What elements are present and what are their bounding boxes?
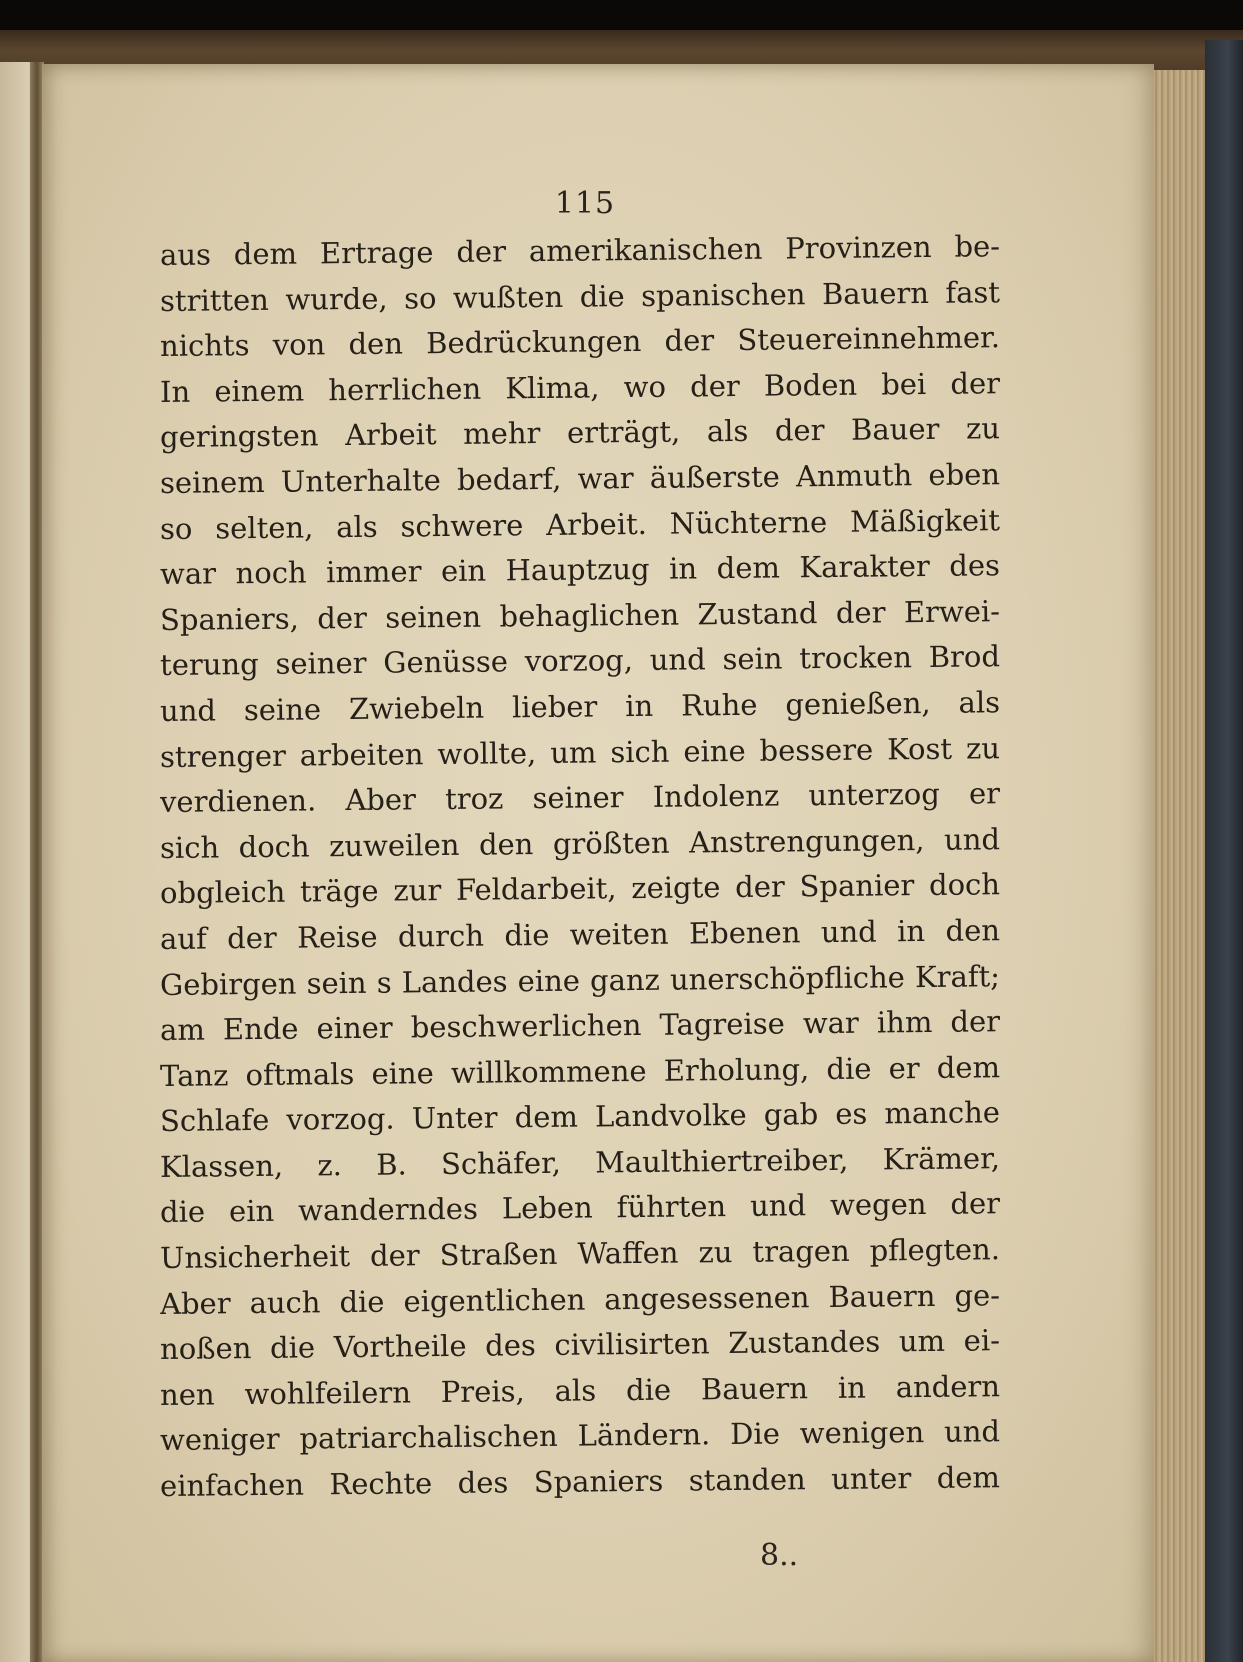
word: führten	[616, 1189, 727, 1225]
word: ge-	[954, 1277, 1001, 1312]
word: ein	[440, 553, 487, 588]
word: Landes	[401, 963, 508, 999]
word: war	[159, 556, 217, 591]
word: Feldarbeit,	[455, 871, 617, 907]
word: amerikanischen	[528, 231, 763, 268]
word: Die	[730, 1416, 781, 1452]
word: sein	[306, 964, 367, 1000]
word: In	[159, 374, 191, 409]
word: troz	[444, 781, 504, 816]
word: die	[159, 1194, 206, 1230]
word: Ebenen	[688, 914, 801, 950]
word: zu	[965, 411, 1001, 446]
word: der	[689, 368, 740, 403]
word: eine	[517, 962, 581, 998]
word: um	[898, 1323, 946, 1359]
word: dem	[716, 550, 781, 585]
word: nichts	[159, 327, 250, 363]
word: und	[749, 1188, 807, 1223]
word: sich	[159, 829, 220, 865]
word: sein	[722, 641, 783, 677]
word: die	[579, 278, 625, 313]
word: sich	[610, 733, 670, 769]
word: dem	[936, 1049, 1001, 1085]
word: eben	[928, 456, 1001, 492]
word: dem	[233, 236, 298, 271]
word: be-	[954, 228, 1001, 264]
word: terung	[159, 646, 259, 682]
word: Spanier	[799, 868, 915, 904]
word: Leben	[501, 1190, 593, 1226]
word: der	[950, 365, 1001, 401]
word: Anmuth	[795, 457, 913, 493]
word: wollte,	[437, 735, 537, 771]
word: spanischen	[640, 276, 806, 313]
word: ihm	[876, 1004, 933, 1040]
word: die	[504, 917, 550, 952]
word: nen	[159, 1376, 215, 1412]
word: Landvolke	[594, 1097, 747, 1134]
word: weniger	[159, 1421, 280, 1458]
word: Straßen	[439, 1236, 558, 1272]
word: selten,	[215, 509, 314, 545]
word: erträgt,	[566, 414, 681, 450]
word: Schlafe	[159, 1102, 270, 1138]
word: Indolenz	[652, 778, 780, 814]
word: herrlichen	[328, 371, 482, 407]
word: es	[835, 1096, 868, 1131]
word: er	[968, 775, 1001, 811]
word: er	[888, 1050, 920, 1085]
word: Aber	[159, 1285, 231, 1321]
word: Zwiebeln	[348, 690, 485, 726]
word: seine	[243, 691, 322, 727]
word: s	[376, 964, 392, 999]
word: dem	[514, 1099, 579, 1135]
word: wußten	[452, 278, 564, 315]
word: trocken	[799, 640, 913, 676]
word: behaglichen	[499, 596, 680, 633]
word: Tanz	[159, 1057, 229, 1093]
word: Bauer	[850, 411, 940, 447]
word: pflegten.	[869, 1231, 1001, 1268]
word: in	[837, 1370, 866, 1405]
word: andern	[895, 1368, 1001, 1404]
word: den	[945, 912, 1001, 948]
word: am	[159, 1012, 206, 1047]
word: ein	[228, 1193, 275, 1229]
word: äußerste	[649, 459, 781, 495]
word: der	[664, 322, 715, 358]
word: die	[826, 1050, 872, 1086]
word: Tagreise	[659, 1006, 785, 1042]
word: den	[478, 826, 534, 861]
word: und	[943, 1414, 1001, 1449]
word: und	[820, 913, 877, 949]
word: Erholung,	[663, 1051, 810, 1088]
word: vorzog,	[524, 642, 634, 679]
word: so	[403, 280, 437, 315]
word: Bauern	[821, 275, 930, 311]
word: der	[950, 1003, 1001, 1039]
word: in	[668, 551, 698, 586]
word: Klima,	[505, 369, 600, 405]
word: Bedrückungen	[425, 323, 642, 360]
word: civilisirten	[554, 1326, 710, 1362]
word: Zustand	[697, 595, 818, 631]
word: Preis,	[440, 1373, 525, 1409]
word: Spaniers	[533, 1463, 664, 1499]
page-number: 115	[554, 186, 616, 221]
word: dem	[936, 1459, 1001, 1495]
word: Bauern	[828, 1278, 936, 1314]
word: schwere	[400, 507, 524, 543]
word: genießen,	[785, 685, 931, 721]
word: war	[802, 1005, 859, 1040]
word: wurde,	[285, 280, 388, 316]
word: arbeiten	[299, 736, 424, 772]
word: Ruhe	[680, 687, 758, 723]
word: so	[159, 510, 193, 546]
word: seiner	[532, 779, 624, 815]
word: seiner	[275, 645, 367, 681]
word: Hauptzug	[505, 551, 650, 588]
word: Aber	[345, 782, 417, 817]
word: Karakter	[799, 548, 930, 585]
word: der	[950, 1186, 1001, 1221]
word: beschwerlichen	[410, 1007, 642, 1045]
word: in	[625, 688, 654, 723]
word: Maulthiertreiber,	[595, 1142, 849, 1179]
word: Steuereinnehmer.	[737, 319, 1001, 357]
word: auf	[159, 921, 207, 956]
word: noßen	[159, 1330, 252, 1366]
word: eine	[683, 732, 746, 768]
word: des	[949, 547, 1001, 583]
word: Krämer,	[882, 1140, 1001, 1176]
word: die	[269, 1330, 316, 1365]
word: zeigte	[631, 870, 721, 905]
word: stritten	[159, 282, 270, 318]
word: Ertrage	[319, 234, 434, 270]
text-line	[160, 217, 1000, 271]
word: manche	[884, 1095, 1001, 1131]
word: noch	[235, 555, 307, 590]
word: Arbeit	[344, 417, 437, 453]
word: Unsicherheit	[159, 1238, 351, 1275]
word: als	[706, 413, 749, 449]
word: Klassen,	[159, 1148, 284, 1184]
word: zu	[698, 1234, 733, 1270]
word: größten	[552, 824, 670, 861]
word: Vortheile	[333, 1328, 467, 1365]
word: doch	[928, 867, 1001, 902]
word: Anstrengungen,	[688, 822, 925, 859]
word: bessere	[759, 731, 874, 767]
word: in	[896, 913, 926, 948]
word: die	[339, 1283, 385, 1319]
word: unerschöpfliche	[669, 959, 906, 996]
text-line	[160, 673, 1000, 727]
word: Rechte	[329, 1465, 433, 1501]
word: einem	[214, 372, 305, 408]
word: der	[735, 869, 785, 904]
word: wohlfeilern	[244, 1374, 412, 1411]
word: war	[577, 460, 634, 496]
word: der	[774, 413, 825, 448]
word: Kost	[886, 730, 953, 766]
word: wenigen	[799, 1415, 925, 1451]
word: lieber	[511, 688, 598, 724]
text-line	[160, 1220, 1000, 1274]
word: weiten	[569, 916, 669, 952]
word: Unterhalte	[280, 462, 441, 499]
word: des	[484, 1327, 536, 1363]
word: bei	[881, 366, 927, 401]
word: aus	[159, 237, 212, 272]
word: Waffen	[577, 1235, 679, 1271]
text-line	[160, 445, 1000, 499]
word: von	[272, 327, 326, 362]
word: den	[348, 326, 404, 361]
word: unterzog	[808, 776, 940, 812]
text-line	[160, 1448, 1000, 1502]
word: oftmals	[245, 1056, 355, 1092]
word: mehr	[463, 415, 541, 451]
word: Ländern.	[577, 1417, 711, 1453]
word: Mäßigkeit	[849, 502, 1001, 538]
word: der	[227, 920, 277, 955]
word: als	[335, 508, 378, 544]
word: eigentlichen	[403, 1281, 586, 1318]
word: einfachen	[159, 1467, 305, 1503]
word: Reise	[297, 919, 378, 955]
word: willkommene	[450, 1053, 647, 1090]
book-cover-edge	[1205, 40, 1243, 1662]
word: Gebirgen	[159, 965, 297, 1002]
word: Boden	[763, 367, 858, 403]
word: ganz	[589, 961, 661, 997]
word: bedarf,	[456, 461, 562, 497]
word: der	[369, 1237, 420, 1273]
body-text	[160, 226, 1000, 1503]
word: Unter	[411, 1100, 498, 1136]
word: träge	[299, 873, 379, 909]
word: patriarchalischen	[299, 1418, 558, 1456]
word: Schäfer,	[440, 1145, 562, 1181]
word: auch	[249, 1284, 321, 1320]
word: fast	[945, 274, 1001, 309]
word: tragen	[752, 1233, 850, 1269]
word: um	[550, 734, 597, 770]
word: B.	[376, 1146, 407, 1182]
word: Kraft;	[914, 958, 1001, 994]
word: Zustandes	[728, 1324, 881, 1360]
word: gab	[763, 1096, 819, 1132]
word: geringsten	[159, 418, 319, 454]
word: z.	[317, 1147, 343, 1182]
word: die	[625, 1372, 672, 1407]
word: Arbeit.	[546, 506, 648, 542]
text-line	[160, 901, 1000, 955]
word: einer	[316, 1010, 393, 1046]
word: immer	[325, 554, 422, 590]
word: standen	[688, 1461, 806, 1498]
word: und	[649, 642, 706, 677]
word: der	[835, 594, 886, 630]
word: und	[943, 821, 1001, 857]
word: der	[317, 600, 368, 635]
word: seinen	[385, 598, 482, 634]
word: Genüsse	[383, 644, 509, 680]
word: Spaniers,	[159, 600, 300, 637]
word: angesessenen	[604, 1279, 810, 1316]
word: Ende	[222, 1011, 299, 1047]
word: zur	[393, 872, 442, 908]
word: eine	[371, 1055, 434, 1091]
word: ei-	[963, 1323, 1001, 1358]
word: zu	[965, 730, 1001, 765]
word: wanderndes	[298, 1191, 479, 1228]
word: doch	[238, 828, 310, 864]
word: des	[457, 1464, 509, 1500]
word: zuweilen	[328, 827, 460, 863]
word: wegen	[829, 1187, 927, 1223]
word: strenger	[159, 737, 287, 774]
word: Erwei-	[903, 593, 1001, 629]
word: Nüchterne	[669, 504, 828, 540]
signature-mark: 8..	[760, 1538, 799, 1573]
word: Brod	[928, 639, 1001, 674]
word: Bauern	[700, 1370, 809, 1406]
word: unter	[831, 1460, 912, 1496]
word: verdienen.	[159, 783, 317, 819]
word: als	[554, 1372, 597, 1408]
word: obgleich	[159, 874, 286, 910]
word: vorzog.	[286, 1101, 395, 1137]
word: und	[159, 692, 217, 728]
word: als	[958, 684, 1001, 720]
word: wo	[623, 369, 667, 404]
word: seinem	[159, 464, 265, 500]
word: durch	[397, 918, 485, 954]
word: Provinzen	[785, 229, 932, 266]
word: der	[456, 233, 507, 269]
